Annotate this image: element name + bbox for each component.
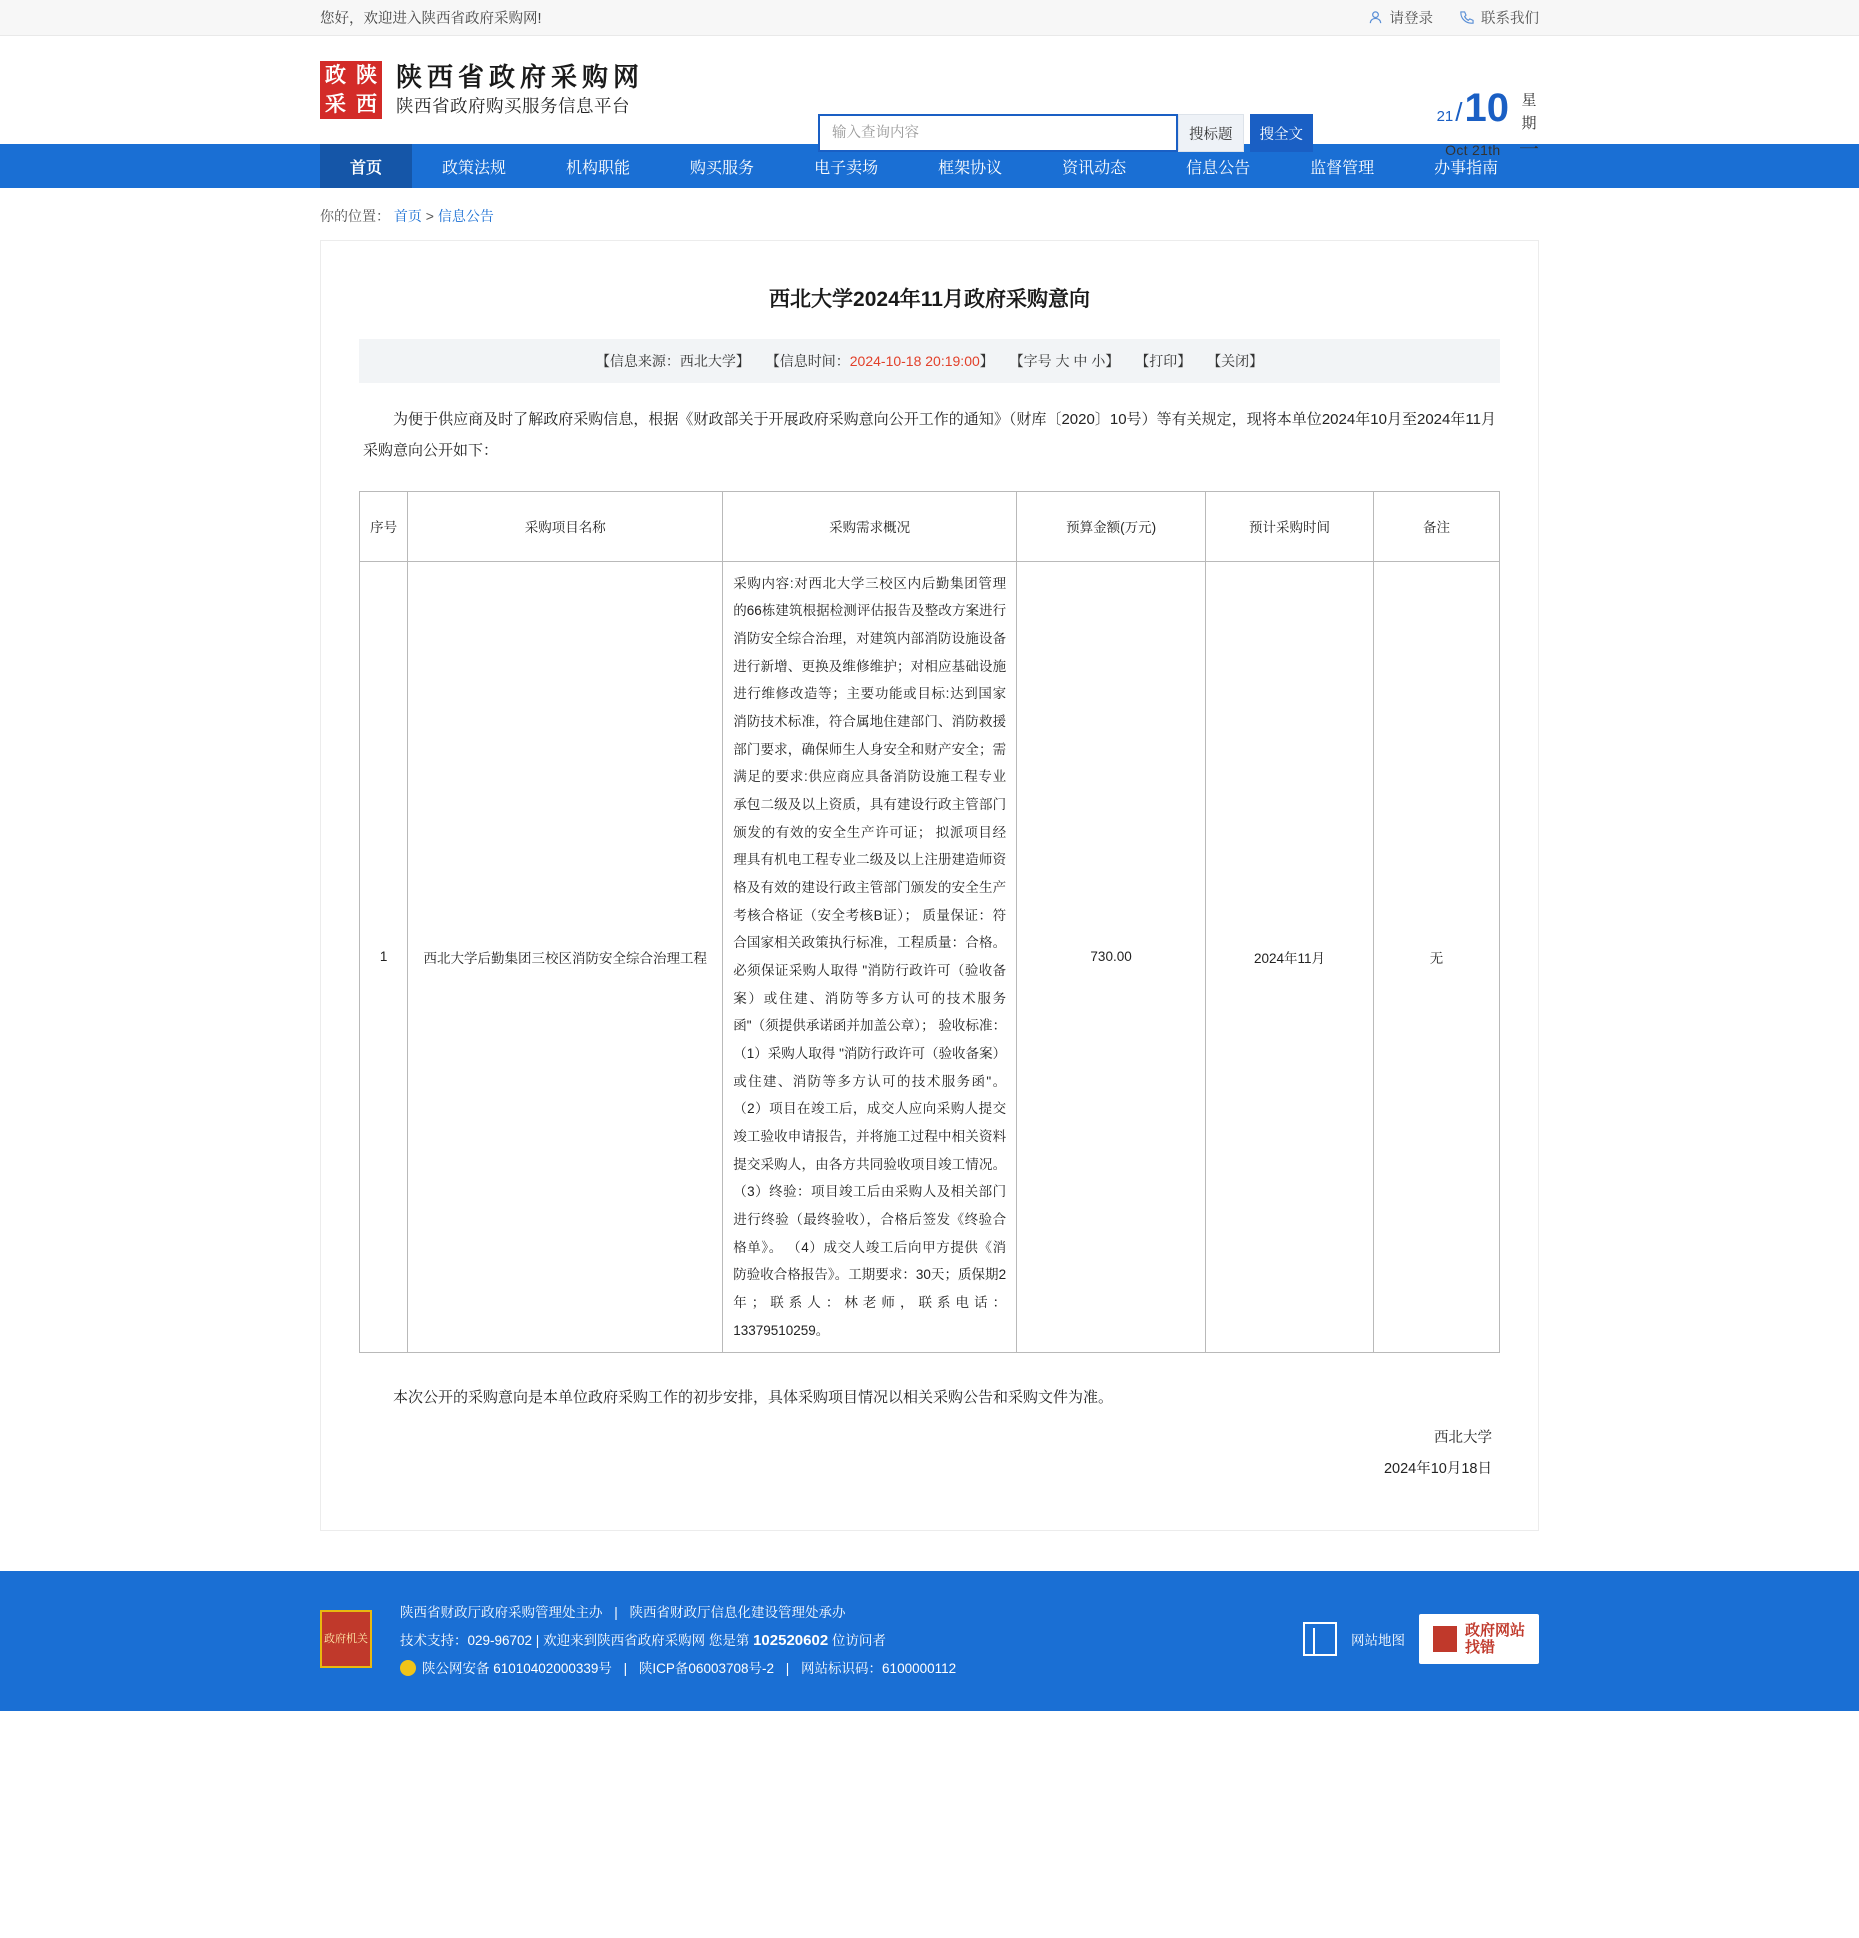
sitemap-label[interactable]: 网站地图	[1350, 1633, 1405, 1649]
logo-char-3: 西	[356, 92, 377, 116]
cell-remark: 无	[1374, 561, 1500, 1353]
footer-line-1	[400, 1597, 1275, 1625]
breadcrumb-current[interactable]: 信息公告	[437, 208, 494, 224]
sitemap-icon[interactable]	[1303, 1622, 1337, 1656]
article-card	[320, 240, 1539, 1531]
cell-requirements: 采购内容:对西北大学三校区内后勤集团管理的66栋建筑根据检测评估报告及整改方案进行消防安全综合治理，对建筑内部消防设施设备进行新增、更换及维修维护；对相应基础设施进行维修改造等；主要功能或目标:达到国家消防技术标准，符合属地住建部门、消防救援部门要求，确保师生人身安全和财产安全；需满足的要求:供应商应具备消防设施工程专业承包二级及以上资质，具有建设行政主管部门颁发的有效的安全生产许可证； 拟派项目经理具有机电工程专业二级及以上注册建造师资格及有效的建设行政主管部门颁发的安全生产考核合格证（安全考核B证）； 质量保证：符合国家相关政策执行标准，工程质量：合格。必须保证采购人取得 "消防行政许可（验收备案）或住建、消防等多方认可的技术服务函"（须提供承诺函并加盖公章）； 验收标准： （1）采购人取得 "消防行政许可（验收备案）或住建、消防等多方认可的技术服务函"。 （2）项目在竣工后，成交人应向采购人提交竣工验收申请报告，并将施工过程中相关资料提交采购人，由各方共同验收项目竣工情况。 （3）终验：项目竣工后由采购人及相关部门进行终验（最终验收），合格后签发《终验合格单》。 （4）成交人竣工后向甲方提供《消防验收合格报告》。工期要求：30天；质保期2年；联系人：林老师，联系电话：13379510259。	[723, 561, 1017, 1353]
nav-item-emarket[interactable]: 电子卖场	[814, 159, 879, 177]
footer-org-b: 陕西省财政厅信息化建设管理处承办	[629, 1605, 846, 1621]
breadcrumb-prefix: 你的位置：	[320, 208, 390, 224]
government-seal-icon	[320, 1610, 372, 1668]
gov-badge-line2: 找错	[1464, 1639, 1495, 1657]
cell-budget: 730.00	[1017, 561, 1206, 1353]
logo-mark-icon	[320, 61, 382, 119]
nav-item-guide[interactable]: 办事指南	[1434, 159, 1499, 177]
footer-support-text: 技术支持：029-96702 | 欢迎来到陕西省政府采购网 您是第	[400, 1633, 754, 1649]
meta-source: 西北大学	[679, 353, 736, 369]
th-no: 序号	[360, 491, 408, 561]
footer-line-3	[400, 1653, 1275, 1681]
intro-paragraph: 为便于供应商及时了解政府采购信息，根据《财政部关于开展政府采购意向公开工作的通知》（财库〔2020〕10号）等有关规定，现将本单位2024年10月至2024年11月采购意向公开如下：	[363, 411, 1496, 459]
th-project-name: 采购项目名称	[408, 491, 723, 561]
visitor-count: 102520602	[753, 1632, 829, 1650]
gov-error-report-badge[interactable]	[1419, 1614, 1539, 1665]
user-icon	[1368, 10, 1383, 25]
meta-time-end: 】	[979, 353, 994, 369]
welcome-text: 您好，欢迎进入陕西省政府采购网!	[320, 11, 542, 27]
weekday-char-1: 星	[1521, 92, 1537, 109]
cell-expected-time: 2024年11月	[1206, 561, 1374, 1353]
breadcrumb-sep: >	[425, 208, 434, 224]
footer-org-a: 陕西省财政厅政府采购管理处主办	[400, 1605, 603, 1621]
gov-badge-line1: 政府网站	[1464, 1621, 1525, 1639]
site-subtitle: 陕西省政府购买服务信息平台	[396, 96, 630, 117]
signature-date: 2024年10月18日	[1383, 1460, 1492, 1477]
meta-time: 2024-10-18 20:19:00	[849, 353, 980, 369]
site-footer	[0, 1571, 1859, 1711]
nav-item-purchase-service[interactable]: 购买服务	[690, 159, 755, 177]
logo-char-0: 政	[325, 63, 346, 87]
top-bar	[0, 0, 1859, 36]
nav-item-home[interactable]: 首页	[320, 144, 412, 188]
footer-visitor-suffix: 位访问者	[828, 1633, 886, 1649]
page-title: 西北大学2024年11月政府采购意向	[769, 288, 1090, 311]
site-id: 网站标识码：6100000112	[801, 1661, 957, 1677]
nav-item-framework[interactable]: 框架协议	[938, 159, 1003, 177]
weekday-char-2: 期	[1521, 114, 1537, 132]
search-area	[818, 114, 1313, 152]
police-badge-icon	[400, 1660, 416, 1676]
search-input[interactable]	[818, 114, 1178, 152]
meta-source-end: 】	[735, 353, 750, 369]
footer-divider-2: |	[623, 1661, 628, 1677]
logo-char-2: 采	[325, 92, 346, 116]
table-row	[360, 561, 1500, 1353]
search-fulltext-button[interactable]: 搜全文	[1250, 114, 1314, 152]
nav-item-news[interactable]: 资讯动态	[1062, 159, 1127, 177]
site-header	[0, 36, 1859, 161]
th-expected-time: 预计采购时间	[1206, 491, 1374, 561]
login-label: 请登录	[1389, 11, 1433, 27]
police-record-link[interactable]: 陕公网安备 61010402000339号	[422, 1661, 612, 1677]
date-english: Oct 21th	[1445, 142, 1501, 158]
nav-item-announcements[interactable]: 信息公告	[1186, 159, 1251, 177]
th-remark: 备注	[1374, 491, 1500, 561]
footer-divider-3: |	[785, 1661, 790, 1677]
nav-item-supervision[interactable]: 监督管理	[1310, 159, 1375, 177]
contact-link[interactable]	[1459, 7, 1539, 28]
site-logo[interactable]	[320, 61, 644, 120]
nav-item-functions[interactable]: 机构职能	[566, 159, 631, 177]
cell-project-name: 西北大学后勤集团三校区消防安全综合治理工程	[408, 561, 723, 1353]
breadcrumb-home[interactable]: 首页	[393, 208, 422, 224]
nav-item-policy[interactable]: 政策法规	[442, 159, 507, 177]
meta-time-label: 【信息时间：	[765, 353, 850, 369]
fontsize-control[interactable]: 【字号 大 中 小】	[1009, 353, 1120, 369]
closing-paragraph: 本次公开的采购意向是本单位政府采购工作的初步安排，具体采购项目情况以相关采购公告和采购文件为准。	[393, 1389, 1114, 1407]
th-budget: 预算金额(万元)	[1017, 491, 1206, 561]
signature-org: 西北大学	[1434, 1430, 1492, 1447]
gov-flag-icon	[1433, 1626, 1457, 1652]
phone-icon	[1459, 10, 1474, 25]
login-link[interactable]	[1368, 7, 1434, 28]
icp-link[interactable]: 陕ICP备06003708号-2	[638, 1661, 774, 1677]
table-header-row	[360, 491, 1500, 561]
th-requirements: 采购需求概况	[723, 491, 1017, 561]
close-link[interactable]: 【关闭】	[1207, 353, 1264, 369]
meta-source-label: 【信息来源：	[595, 353, 680, 369]
cell-no: 1	[360, 561, 408, 1353]
date-month: 10	[1464, 86, 1509, 130]
content-area	[0, 240, 1859, 1571]
logo-char-1: 陕	[356, 63, 377, 87]
search-title-button[interactable]: 搜标题	[1178, 114, 1244, 152]
seal-text: 政府机关	[324, 1632, 368, 1645]
footer-line-2	[400, 1625, 1275, 1653]
breadcrumb	[0, 188, 1859, 240]
site-title: 陕西省政府采购网	[396, 61, 645, 92]
date-widget: 21/10 Oct 21th 星 期 一	[1437, 88, 1539, 165]
procurement-table	[359, 491, 1500, 1354]
footer-divider: |	[614, 1605, 618, 1621]
contact-label: 联系我们	[1481, 11, 1539, 27]
weekday-char-3: 一	[1519, 139, 1539, 161]
date-day: 21	[1436, 108, 1454, 125]
article-meta-bar	[359, 339, 1500, 383]
print-link[interactable]: 【打印】	[1135, 353, 1192, 369]
